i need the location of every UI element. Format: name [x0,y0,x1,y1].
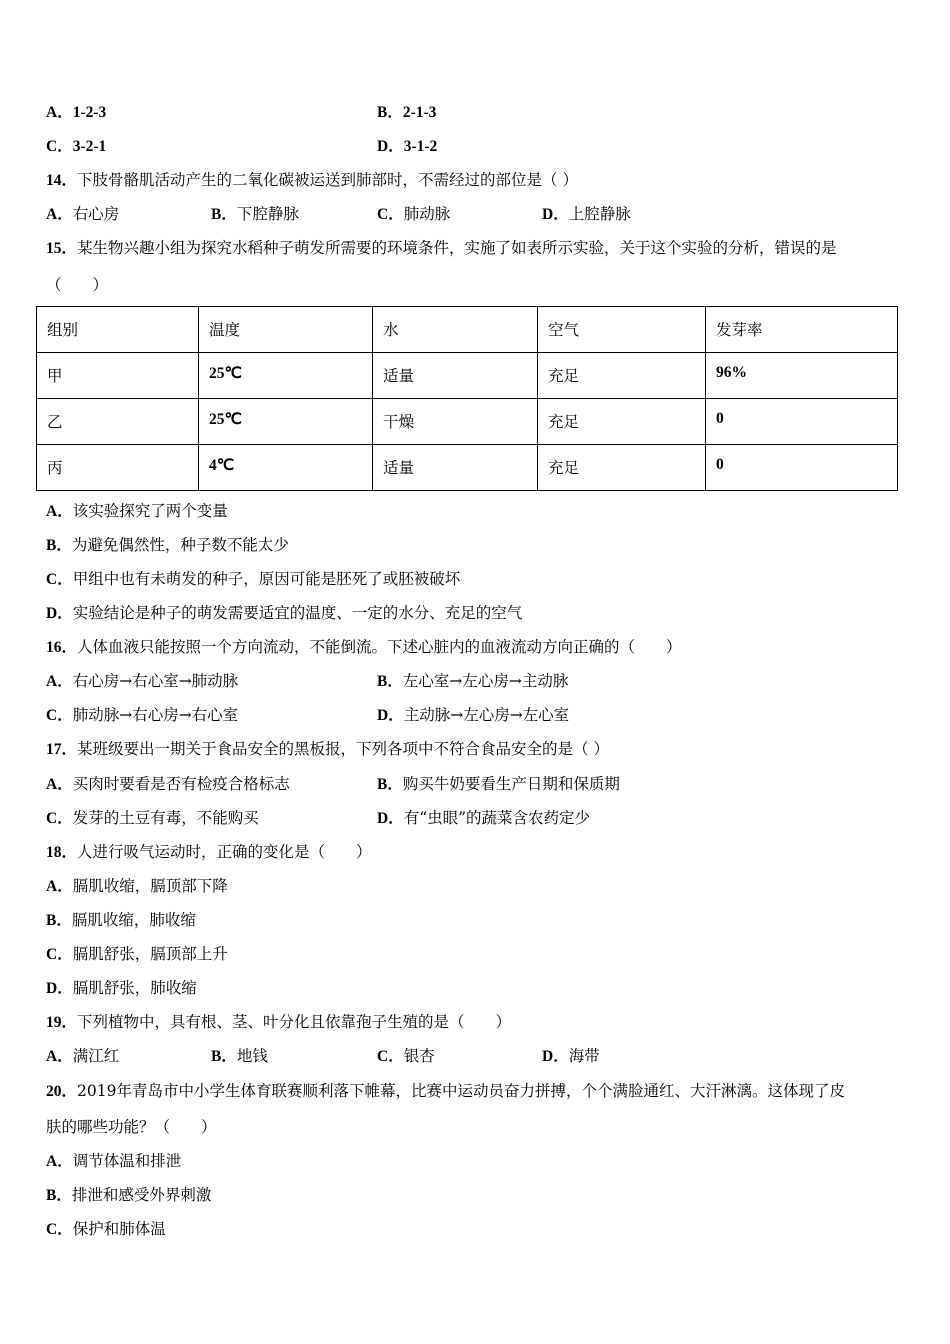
option-label: D． [377,707,404,724]
q17-stem [46,739,609,760]
q20-stem-line1 [46,1081,845,1102]
option-text: 右心房 [72,205,120,223]
option-text: 肺动脉→右心房→右心室 [72,706,239,724]
option-text: 2-1-3 [402,104,437,121]
option-label: D． [46,980,73,997]
question-number: 17． [46,741,78,758]
table-cell: 干燥 [373,399,538,445]
q18-option-d [46,978,197,999]
q20-stem-line2: 肤的哪些功能？（ ） [46,1118,217,1136]
question-number: 19． [46,1014,78,1031]
option-text: 1-2-3 [72,104,107,121]
q13-option-d [377,136,437,157]
table-cell: 0 [706,399,898,445]
option-label: D． [46,605,73,622]
option-label: C． [377,206,404,223]
option-label: C． [46,1221,73,1238]
table-cell: 充足 [538,445,706,491]
q19-option-a [46,1046,119,1067]
q16-option-c [46,705,238,726]
option-text: 右心房→右心室→肺动脉 [72,672,239,690]
q20-option-a [46,1151,181,1172]
table-cell: 甲 [37,353,199,399]
option-text: 主动脉→左心房→左心室 [403,706,570,724]
option-text: 甲组中也有未萌发的种子，原因可能是胚死了或胚被破坏 [72,570,461,588]
option-label: A． [46,104,73,121]
table-row [37,353,898,399]
option-label: B． [211,1048,237,1065]
option-text: 3-1-2 [403,138,438,155]
option-label: C． [46,810,73,827]
q19-option-d [542,1046,600,1067]
option-text: 买肉时要看是否有检疫合格标志 [72,775,290,793]
q18-option-a [46,876,228,897]
option-text: 为避免偶然性，种子数不能太少 [71,536,289,554]
option-text: 调节体温和排泄 [72,1152,182,1170]
q17-option-c [46,808,259,829]
table-cell: 充足 [538,353,706,399]
option-label: B． [377,673,403,690]
option-text: 3-2-1 [72,138,107,155]
q15-option-b [46,535,289,556]
q13-option-c [46,136,106,157]
q14-option-a [46,204,119,225]
option-label: B． [46,537,72,554]
question-text: 人进行吸气运动时，正确的变化是（ ） [77,843,372,861]
option-label: B． [377,776,403,793]
header-cell: 发芽率 [706,307,898,353]
option-label: B． [46,912,72,929]
option-text: 有“虫眼”的蔬菜含农药定少 [403,809,591,827]
question-number: 15． [46,240,78,257]
q19-stem [46,1012,511,1033]
option-text: 上腔静脉 [568,205,631,223]
q19-option-b [211,1046,268,1067]
table-cell: 乙 [37,399,199,445]
question-number: 18． [46,844,78,861]
q16-stem [46,637,682,658]
option-label: D． [542,1048,569,1065]
q15-option-d [46,603,522,624]
option-text: 膈肌收缩，肺收缩 [71,911,196,929]
option-label: D． [377,138,404,155]
q13-option-b [377,102,436,123]
q16-option-a [46,671,238,692]
option-text: 满江红 [72,1047,120,1065]
question-text: 某班级要出一期关于食品安全的黑板报，下列各项中不符合食品安全的是（ ） [77,740,609,758]
q20-option-b [46,1185,211,1206]
option-label: C． [46,946,73,963]
question-text: 2019年青岛市中小学生体育联赛顺利落下帷幕，比赛中运动员奋力拼搏，个个满脸通红、大汗淋漓。这体现了皮 [77,1082,845,1100]
q17-option-a [46,774,290,795]
q13-option-a [46,102,106,123]
option-label: B． [377,104,403,121]
option-text: 购买牛奶要看生产日期和保质期 [402,775,620,793]
q16-option-b [377,671,568,692]
option-label: A． [46,1153,73,1170]
header-cell: 水 [373,307,538,353]
option-label: C． [46,138,73,155]
option-text: 该实验探究了两个变量 [72,502,228,520]
option-label: D． [542,206,569,223]
option-text: 肺动脉 [403,205,451,223]
option-text: 左心室→左心房→主动脉 [402,672,569,690]
option-label: C． [377,1048,404,1065]
option-text: 发芽的土豆有毒，不能购买 [72,809,259,827]
q15-option-a [46,501,228,522]
option-label: A． [46,206,73,223]
q20-option-c [46,1219,166,1240]
q18-option-b [46,910,196,931]
table-cell: 25℃ [199,399,373,445]
q18-stem [46,842,372,863]
table-cell: 适量 [373,445,538,491]
option-text: 实验结论是种子的萌发需要适宜的温度、一定的水分、充足的空气 [72,604,523,622]
option-text: 膈肌舒张，肺收缩 [72,979,197,997]
table-cell: 充足 [538,399,706,445]
option-text: 膈肌收缩，膈顶部下降 [72,877,228,895]
header-cell: 空气 [538,307,706,353]
option-label: B． [46,1187,72,1204]
option-text: 膈肌舒张，膈顶部上升 [72,945,228,963]
option-text: 下腔静脉 [236,205,299,223]
q19-option-c [377,1046,435,1067]
header-cell: 组别 [37,307,199,353]
option-text: 银杏 [403,1047,435,1065]
table-cell: 适量 [373,353,538,399]
q14-option-c [377,204,450,225]
option-label: D． [377,810,404,827]
table-cell: 25℃ [199,353,373,399]
header-cell: 温度 [199,307,373,353]
table-row [37,445,898,491]
table-cell: 4℃ [199,445,373,491]
question-text: 下肢骨骼肌活动产生的二氧化碳被运送到肺部时，不需经过的部位是（ ） [77,171,578,189]
option-label: A． [46,878,73,895]
q15-stem-line1 [46,238,837,259]
option-label: B． [211,206,237,223]
q17-option-b [377,774,620,795]
q17-option-d [377,808,590,829]
option-text: 排泄和感受外界刺激 [71,1186,212,1204]
question-number: 16． [46,639,78,656]
q16-option-d [377,705,569,726]
q15-stem-line2: （ ） [46,276,109,294]
option-label: A． [46,503,73,520]
option-text: 保护和肺体温 [72,1220,166,1238]
q14-option-d [542,204,631,225]
option-label: C． [46,707,73,724]
question-text: 某生物兴趣小组为探究水稻种子萌发所需要的环境条件，实施了如表所示实验，关于这个实验的分析，错误的是 [77,239,837,257]
question-number: 20． [46,1083,78,1100]
q14-option-b [211,204,299,225]
q14-stem [46,170,578,191]
question-text: 人体血液只能按照一个方向流动，不能倒流。下述心脏内的血液流动方向正确的（ ） [77,638,682,656]
q18-option-c [46,944,228,965]
option-text: 地钱 [236,1047,268,1065]
question-number: 14． [46,172,78,189]
option-label: A． [46,1048,73,1065]
question-text: 下列植物中，具有根、茎、叶分化且依靠孢子生殖的是（ ） [77,1013,512,1031]
option-text: 海带 [568,1047,600,1065]
option-label: A． [46,776,73,793]
option-label: A． [46,673,73,690]
table-cell: 丙 [37,445,199,491]
option-label: C． [46,571,73,588]
table-row [37,399,898,445]
table-cell: 96% [706,353,898,399]
table-header-row [37,307,898,353]
experiment-table [36,306,898,491]
table-cell: 0 [706,445,898,491]
q15-option-c [46,569,460,590]
